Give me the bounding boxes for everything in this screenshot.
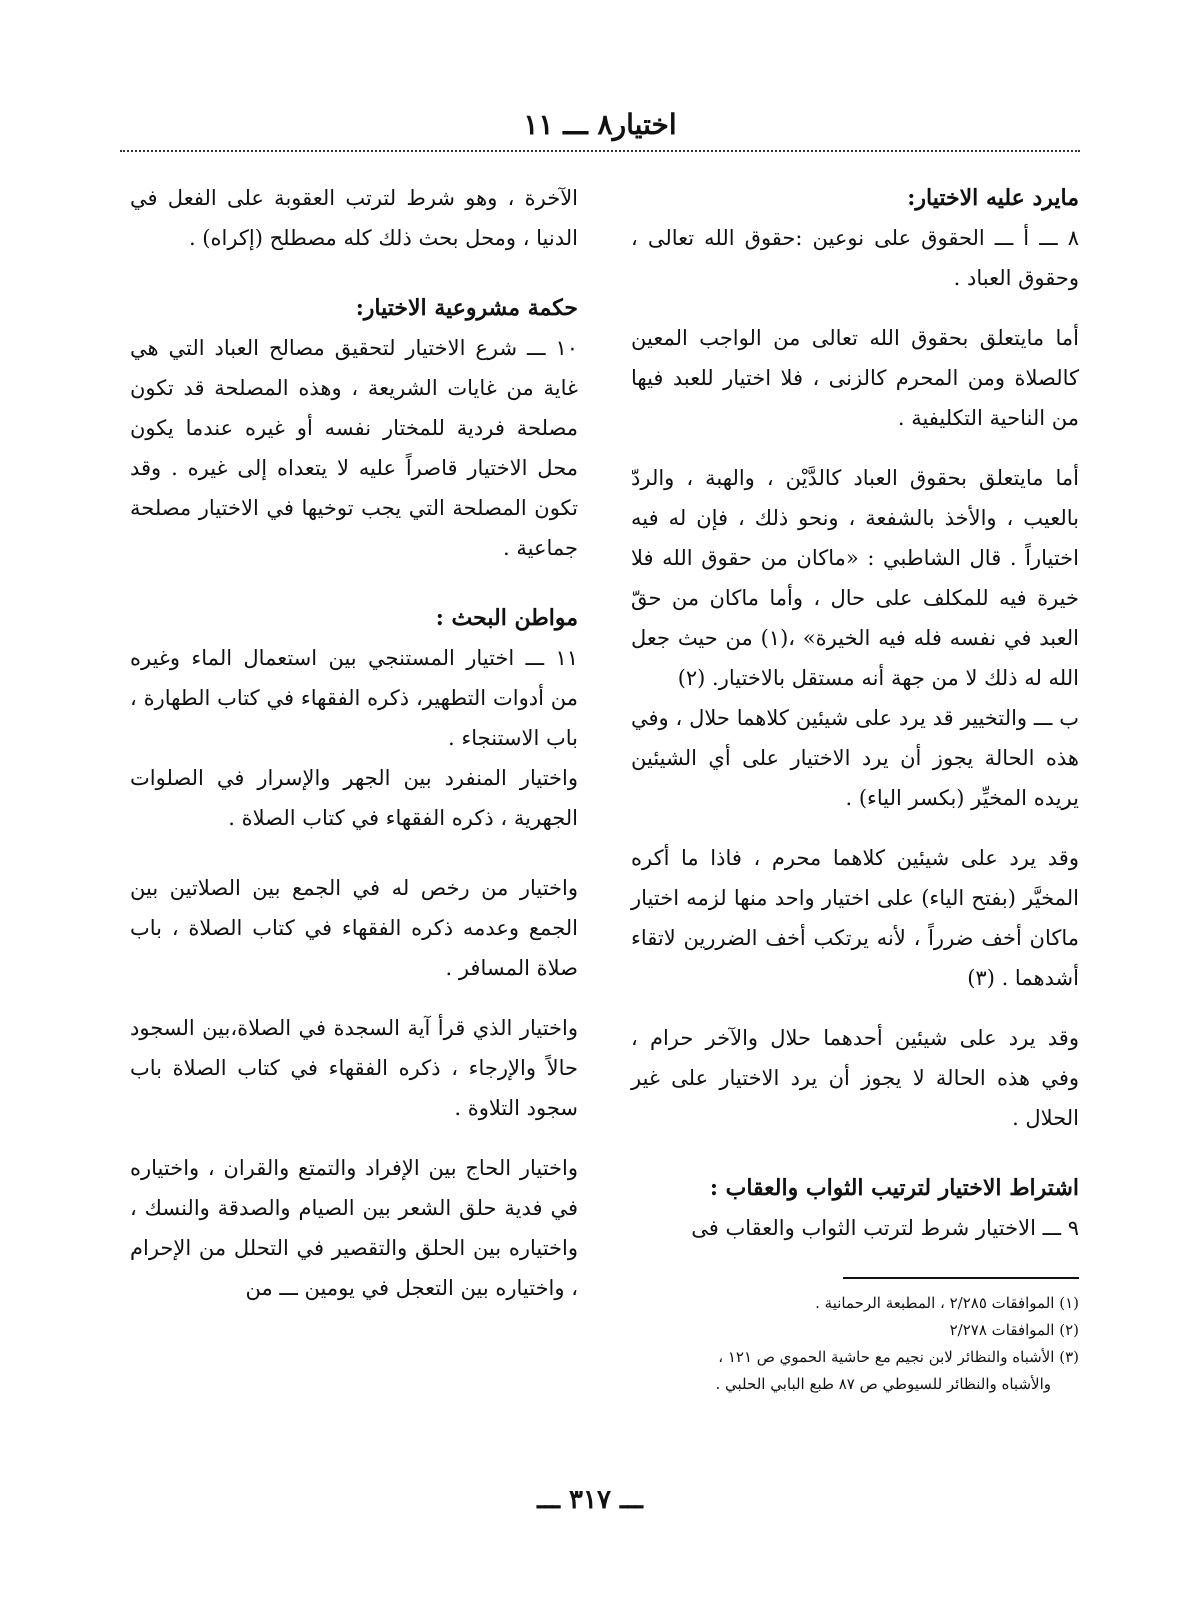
spacer xyxy=(631,298,1079,318)
spacer xyxy=(631,438,1079,458)
section-heading-what-choice-applies-to: مايرد عليه الاختيار: xyxy=(907,185,1079,211)
paragraph: وقد يرد على شيئين كلاهما محرم ، فاذا ما أكره المخيَّر (بفتح الياء) على اختيار واحد منها لزمه اختيار ماكان أخف ضرراً ، لأنه يرتكب أخف الضررين لاتقاء أشدهما . (٣) xyxy=(631,846,1079,990)
paragraph: أما مايتعلق بحقوق الله تعالى من الواجب المعين كالصلاة ومن المحرم كالزنى ، فلا اختيار للعبد فيها من الناحية التكليفية . xyxy=(631,326,1079,430)
page-number: ـــ ٣١٧ ـــ xyxy=(537,1485,643,1515)
paragraph: واختيار الذي قرأ آية السجدة في الصلاة،بين السجود حالاً والإرجاء ، ذكره الفقهاء في كتاب الصلاة باب سجود التلاوة . xyxy=(130,1016,578,1120)
footnote: (٢) الموافقات ٢/٢٧٨ xyxy=(949,1321,1079,1339)
spacer xyxy=(631,818,1079,838)
spacer xyxy=(130,258,578,288)
footnote-divider xyxy=(843,1277,1079,1279)
spacer xyxy=(631,1138,1079,1168)
spacer xyxy=(130,988,578,1008)
spacer xyxy=(130,1128,578,1148)
paragraph: الآخرة ، وهو شرط لترتب العقوبة على الفعل في الدنيا ، ومحل بحث ذلك كله مصطلح (إكراه) . xyxy=(130,186,578,250)
spacer xyxy=(631,998,1079,1018)
paragraph: ب ـــ والتخيير قد يرد على شيئين كلاهما حلال ، وفي هذه الحالة يجوز أن يرد الاختيار على أي الشيئين يريده المخيِّر (بكسر الياء) . xyxy=(631,706,1079,810)
paragraph: ١١ ـــ اختيار المستنجي بين استعمال الماء وغيره من أدوات التطهير، ذكره الفقهاء في كتاب الطهارة ، باب الاستنجاء . xyxy=(130,646,578,750)
paragraph: أما مايتعلق بحقوق العباد كالدَّيْن ، والهبة ، والردّ بالعيب ، والأخذ بالشفعة ، ونحو ذلك ، فإن له فيه اختياراً . قال الشاطبي : «ماكان من حقوق الله فلا خيرة فيه للمكلف على حال ، وأما ماكان من حقّ العبد في نفسه فله فيه الخيرة» ،(١) من حيث جعل الله له ذلك لا من جهة أنه مستقل بالاختيار. (٢) xyxy=(631,466,1079,690)
footnote: (١) الموافقات ٢/٢٨٥ ، المطبعة الرحمانية . xyxy=(815,1294,1079,1312)
paragraph: ٨ ـــ أ ـــ الحقوق على نوعين :حقوق الله تعالى ، وحقوق العباد . xyxy=(631,226,1079,290)
right-column xyxy=(631,178,1079,1248)
running-header: اختيار٨ ـــ ١١ xyxy=(120,100,1080,152)
section-heading-reward-punishment: اشتراط الاختيار لترتيب الثواب والعقاب : xyxy=(709,1175,1079,1201)
section-heading-wisdom-of-choice: حكمة مشروعية الاختيار: xyxy=(355,295,578,321)
paragraph: واختيار المنفرد بين الجهر والإسرار في الصلوات الجهرية ، ذكره الفقهاء في كتاب الصلاة . xyxy=(130,766,578,830)
section-heading-research-locations: مواطن البحث : xyxy=(435,605,578,631)
paragraph: واختيار الحاج بين الإفراد والتمتع والقران ، واختياره في فدية حلق الشعر بين الصيام والصدقة والنسك ، واختياره بين الحلق والتقصير في التحلل من الإحرام ، واختياره بين التعجل في يومين ـــ من xyxy=(130,1156,578,1300)
footnote: (٣) الأشباه والنظائر لابن نجيم مع حاشية الحموي ص ١٢١ ، xyxy=(718,1348,1079,1366)
footnote-continuation: والأشباه والنظائر للسيوطي ص ٨٧ طبع البابي الحلبي . xyxy=(715,1375,1051,1393)
paragraph: ١٠ ـــ شرع الاختيار لتحقيق مصالح العباد التي هي غاية من غايات الشريعة ، وهذه المصلحة قد تكون مصلحة فردية للمختار نفسه أو غيره عندما يكون محل الاختيار قاصراً عليه لا يتعداه إلى غيره . وقد تكون المصلحة التي يجب توخيها في الاختيار مصلحة جماعية . xyxy=(130,336,578,560)
left-column xyxy=(130,178,578,1308)
spacer xyxy=(130,838,578,868)
paragraph: وقد يرد على شيئين أحدهما حلال والآخر حرام ، وفي هذه الحالة لا يجوز أن يرد الاختيار على غير الحلال . xyxy=(631,1026,1079,1130)
spacer xyxy=(130,568,578,598)
footnotes xyxy=(609,1290,1079,1398)
paragraph: ٩ ـــ الاختيار شرط لترتب الثواب والعقاب فى xyxy=(691,1216,1079,1240)
paragraph: واختيار من رخص له في الجمع بين الصلاتين بين الجمع وعدمه ذكره الفقهاء في كتاب الصلاة ، باب صلاة المسافر . xyxy=(130,876,578,980)
